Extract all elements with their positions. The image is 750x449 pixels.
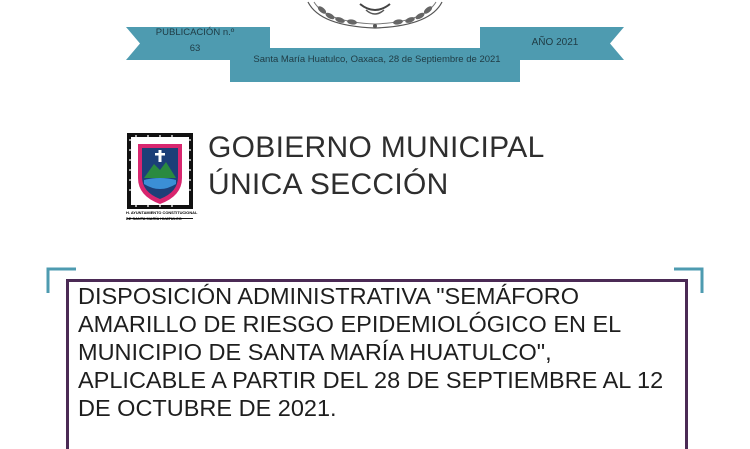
government-section: ÚNICA SECCIÓN [208, 168, 449, 201]
logo-caption-line2: DE SANTA MARÍA HUATULCO [126, 216, 182, 221]
government-title: GOBIERNO MUNICIPAL [208, 131, 545, 164]
header-ribbon [0, 0, 750, 100]
publication-number: 63 [189, 43, 201, 54]
publication-year: AÑO 2021 [531, 37, 579, 48]
dateline: Santa María Huatulco, Oaxaca, 28 de Septiembre de 2021 [253, 54, 501, 65]
disposition-title: DISPOSICIÓN ADMINISTRATIVA "SEMÁFORO AMARILLO DE RIESGO EPIDEMIOLÓGICO EN EL MUNICIPIO DE SANTA MARÍA HUATULCO", APLICABLE A PARTIR DEL 28 DE SEPTIEMBRE AL 12 DE OCTUBRE DE 2021. [78, 283, 664, 421]
logo-caption-line1: H. AYUNTAMIENTO CONSTITUCIONAL [126, 210, 198, 215]
publication-label: PUBLICACIÓN n.º [155, 27, 235, 38]
